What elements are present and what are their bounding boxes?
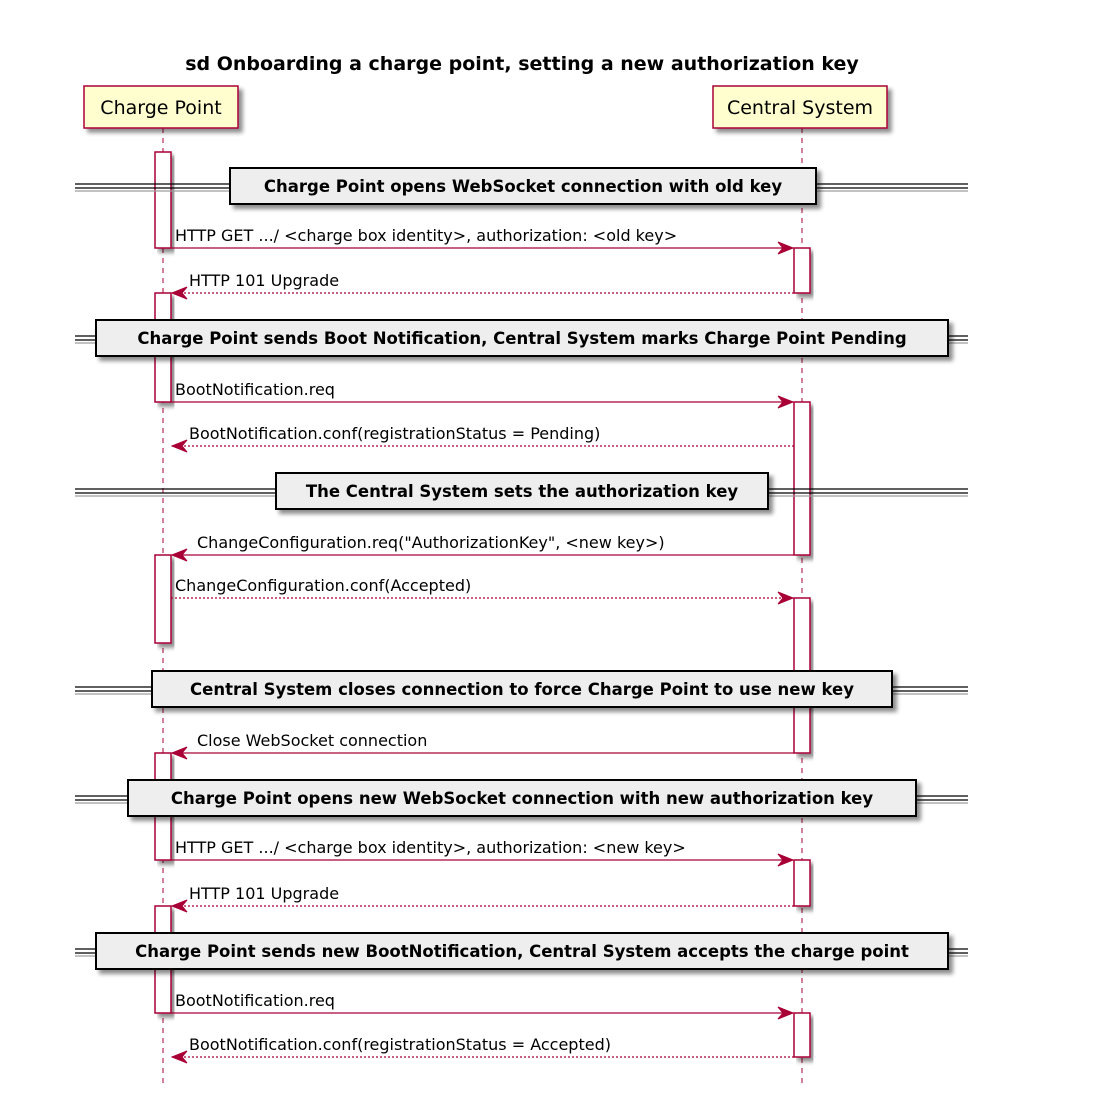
message-arrow (172, 533, 794, 561)
divider-label: Charge Point sends Boot Notification, Central System marks Charge Point Pending (137, 329, 907, 348)
activation-bar-cs (794, 1013, 810, 1057)
message-label: Close WebSocket connection (197, 731, 428, 750)
message-label: BootNotification.conf(registrationStatus = Pending) (189, 424, 601, 443)
participant-label: Central System (726, 97, 874, 119)
divider-label: Charge Point opens WebSocket connection with old key (263, 177, 783, 196)
participant-label: Charge Point (100, 97, 222, 119)
message-label: ChangeConfiguration.conf(Accepted) (175, 576, 472, 595)
participant-cs (713, 86, 887, 128)
activation-bar-cp (155, 152, 171, 248)
message-arrow (171, 380, 793, 408)
message-label: BootNotification.conf(registrationStatus = Accepted) (189, 1035, 611, 1054)
message-arrow (172, 271, 794, 299)
divider-label: The Central System sets the authorization key (305, 482, 739, 501)
message-label: ChangeConfiguration.req("AuthorizationKey", <new key>) (197, 533, 665, 552)
activation-bar-cs (794, 860, 810, 906)
divider (75, 473, 968, 509)
message-label: BootNotification.req (175, 380, 335, 399)
message-arrow (171, 991, 793, 1019)
divider-label: Charge Point sends new BootNotification, Central System accepts the charge point (135, 942, 909, 961)
participants (84, 86, 887, 128)
message-label: HTTP GET .../ <charge box identity>, authorization: <new key> (175, 838, 686, 857)
divider (75, 671, 968, 707)
divider (75, 320, 968, 356)
participant-cp (84, 86, 238, 128)
message-arrow (171, 576, 793, 604)
divider (75, 780, 968, 816)
message-arrow (172, 884, 794, 912)
message-arrow (171, 226, 793, 254)
message-label: BootNotification.req (175, 991, 335, 1010)
message-arrow (172, 424, 794, 452)
divider-label: Charge Point opens new WebSocket connection with new authorization key (170, 789, 874, 808)
message-label: HTTP 101 Upgrade (189, 271, 340, 290)
divider-label: Central System closes connection to force Charge Point to use new key (190, 680, 854, 699)
activation-bar-cs (794, 402, 810, 555)
message-arrow (172, 731, 794, 759)
message-arrow (171, 838, 793, 866)
activation-bar-cs (794, 248, 810, 293)
message-label: HTTP 101 Upgrade (189, 884, 340, 903)
message-arrow (172, 1035, 794, 1063)
message-label: HTTP GET .../ <charge box identity>, authorization: <old key> (175, 226, 678, 245)
diagram-title: sd Onboarding a charge point, setting a new authorization key (185, 53, 859, 75)
activation-bar-cp (155, 555, 171, 643)
divider (75, 933, 968, 969)
divider (75, 168, 968, 204)
